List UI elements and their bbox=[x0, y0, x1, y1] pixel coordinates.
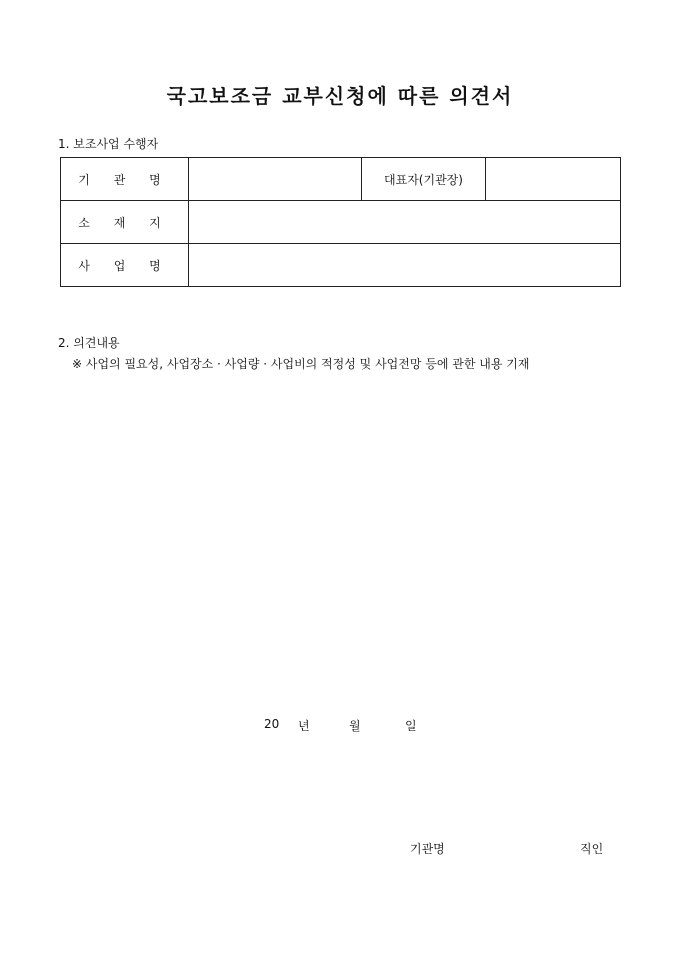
section1-heading: 1. 보조사업 수행자 bbox=[58, 137, 159, 151]
representative-field[interactable] bbox=[486, 158, 621, 201]
org-name-label: 기 관 명 bbox=[61, 158, 189, 201]
project-name-field[interactable] bbox=[189, 244, 621, 287]
date-day-unit: 일 bbox=[405, 719, 417, 733]
table-row bbox=[61, 201, 621, 244]
date-year-unit: 년 bbox=[298, 719, 310, 733]
document-title: 국고보조금 교부신청에 따른 의견서 bbox=[166, 84, 514, 108]
location-field[interactable] bbox=[189, 201, 621, 244]
opinion-area[interactable] bbox=[60, 380, 621, 690]
signature-seal-label: 직인 bbox=[580, 842, 604, 856]
org-name-field[interactable] bbox=[189, 158, 362, 201]
table-row bbox=[61, 158, 621, 201]
date-year-prefix: 20 bbox=[264, 717, 280, 731]
representative-label: 대표자(기관장) bbox=[362, 158, 486, 201]
signature-org-label: 기관명 bbox=[410, 842, 445, 856]
location-label: 소 재 지 bbox=[61, 201, 189, 244]
project-name-label: 사 업 명 bbox=[61, 244, 189, 287]
table-row bbox=[61, 244, 621, 287]
date-month-unit: 월 bbox=[349, 719, 361, 733]
opinion-note: ※ 사업의 필요성, 사업장소 · 사업량 · 사업비의 적정성 및 사업전망 등에 관한 내용 기재 bbox=[72, 357, 530, 371]
section2-heading: 2. 의견내용 bbox=[58, 336, 120, 350]
applicant-table bbox=[60, 157, 621, 287]
